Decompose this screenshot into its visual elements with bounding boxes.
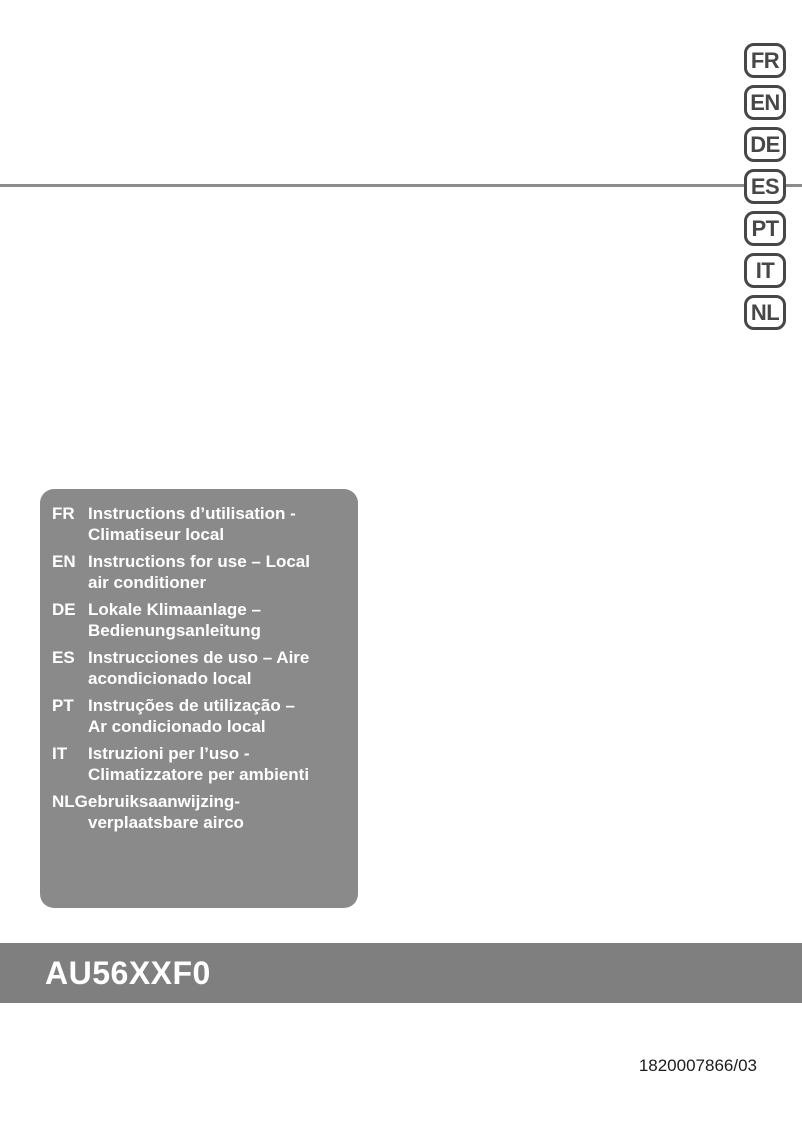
badge-label: ES	[750, 173, 780, 199]
language-code: ES	[52, 648, 75, 667]
badge-label: FR	[750, 47, 780, 73]
entry-line2: verplaatsbare airco	[88, 813, 244, 832]
entry-text	[52, 792, 350, 833]
language-badge-es	[744, 169, 786, 204]
language-code: IT	[52, 744, 68, 763]
badge-label: DE	[750, 131, 780, 157]
language-badge-pt	[744, 211, 786, 246]
entry-text	[88, 503, 350, 545]
document-number: 1820007866/03	[638, 1056, 757, 1075]
model-banner	[0, 943, 802, 1003]
badge-label: NL	[750, 299, 780, 325]
language-badge-it	[744, 253, 786, 288]
language-code: EN	[52, 552, 76, 571]
entry-line2: air conditioner	[88, 573, 207, 592]
language-entry-pt	[52, 695, 350, 737]
language-code: FR	[52, 504, 75, 523]
entry-line1: Instructions d’utilisation -	[88, 504, 296, 523]
entry-text	[88, 647, 350, 689]
badge-label: IT	[755, 257, 775, 283]
entry-line1: Istruzioni per l’uso -	[88, 744, 250, 763]
language-badge-en	[744, 85, 786, 120]
language-entry-es	[52, 647, 350, 689]
language-entry-nl	[52, 791, 350, 833]
entry-line2: Bedienungsanleitung	[88, 621, 261, 640]
language-code: DE	[52, 600, 76, 619]
language-entry-de	[52, 599, 350, 641]
language-badge-stack	[744, 43, 786, 330]
language-entry-en	[52, 551, 350, 593]
language-entry-fr	[52, 503, 350, 545]
entry-text	[88, 551, 350, 593]
entry-text	[88, 695, 350, 737]
entry-line1: Instructions for use – Local	[88, 552, 310, 571]
entry-line1: Instrucciones de uso – Aire	[88, 648, 310, 667]
entry-text	[88, 599, 350, 641]
entry-line1: Lokale Klimaanlage –	[88, 600, 261, 619]
horizontal-rule	[0, 184, 802, 187]
language-badge-de	[744, 127, 786, 162]
entry-line2: Ar condicionado local	[88, 717, 266, 736]
language-entry-it	[52, 743, 350, 785]
language-badge-nl	[744, 295, 786, 330]
badge-label: PT	[751, 215, 779, 241]
entry-line2: Climatiseur local	[88, 525, 225, 544]
entry-text	[88, 743, 350, 785]
model-number: AU56XXF0	[45, 954, 211, 991]
entry-line1: Gebruiksaanwijzing-	[74, 792, 240, 811]
language-code: PT	[52, 696, 74, 715]
language-badge-fr	[744, 43, 786, 78]
entry-line1: Instruções de utilização –	[88, 696, 295, 715]
language-instructions-box	[40, 489, 358, 908]
badge-label: EN	[750, 89, 780, 115]
language-code: NL	[52, 792, 75, 811]
entry-line2: acondicionado local	[88, 669, 252, 688]
entry-line2: Climatizzatore per ambienti	[88, 765, 310, 784]
